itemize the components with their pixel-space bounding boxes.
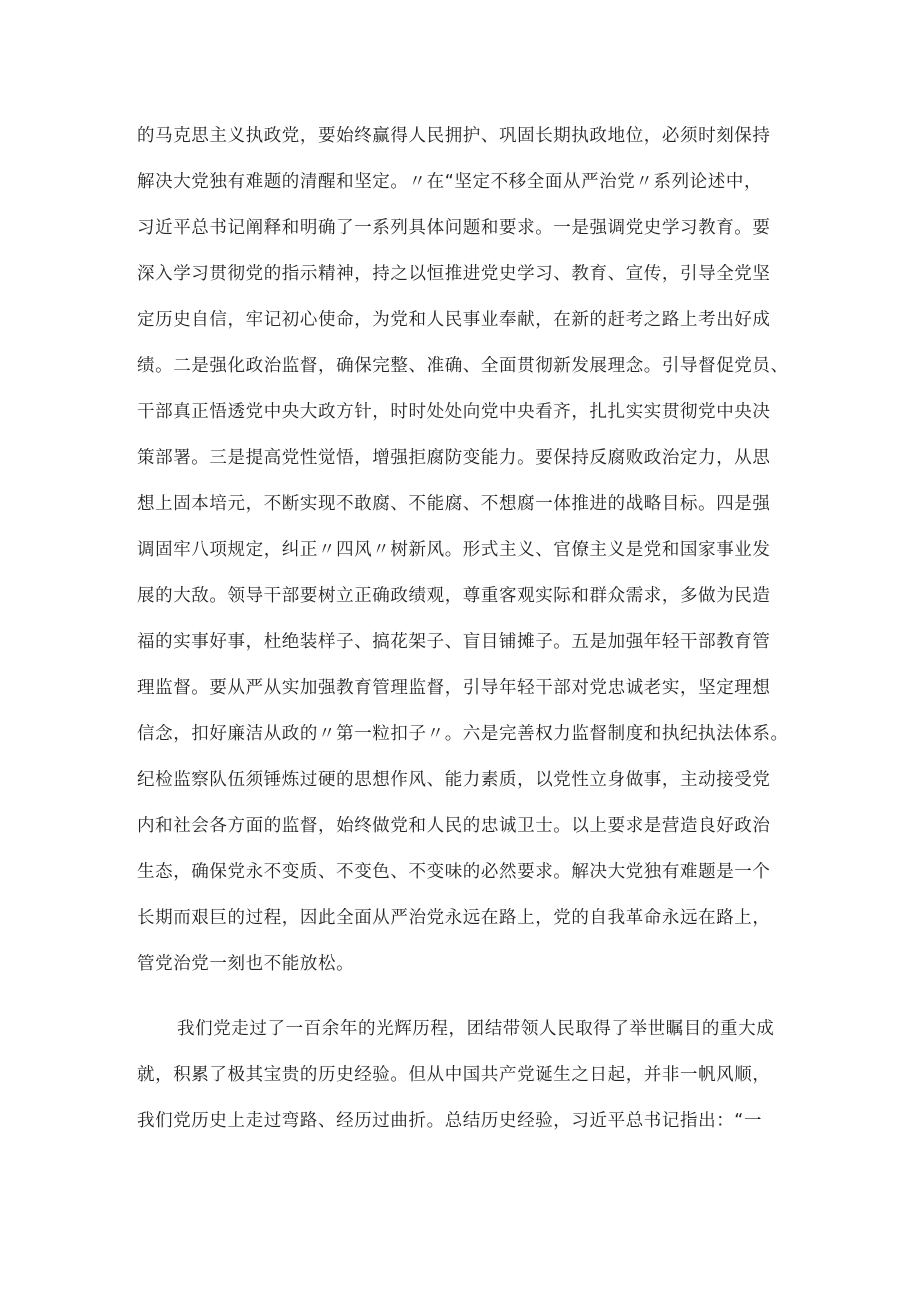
text-line-indented: 我们党走过了一百余年的光辉历程，团结带领人民取得了举世瞩目的重大成 [177, 1019, 775, 1039]
text-line: 调固牢八项规定，纠正〃四风〃树新风。形式主义、官僚主义是党和国家事业发 [137, 540, 771, 560]
text-line: 解决大党独有难题的清醒和坚定。〃在“坚定不移全面从严治党〃系列论述中， [137, 172, 763, 192]
text-line: 纪检监察队伍须锤炼过硬的思想作风、能力素质，以党性立身做事，主动接受党 [137, 770, 771, 790]
text-line: 生态，确保党永不变质、不变色、不变味的必然要求。解决大党独有难题是一个 [137, 862, 771, 882]
text-line: 管党治党一刻也不能放松。 [137, 954, 355, 974]
text-line: 定历史自信，牢记初心使命，为党和人民事业奉献，在新的赶考之路上考出好成 [137, 310, 771, 330]
text-line: 我们党历史上走过弯路、经历过曲折。总结历史经验，习近平总书记指出：“一 [137, 1111, 763, 1131]
text-line: 的马克思主义执政党，要始终赢得人民拥护、巩固长期执政地位，必须时刻保持 [137, 126, 771, 146]
text-line: 就，积累了极其宝贵的历史经验。但从中国共产党诞生之日起，并非一帆风顺， [137, 1065, 771, 1085]
text-line: 习近平总书记阐释和明确了一系列具体问题和要求。一是强调党史学习教育。要 [137, 218, 771, 238]
text-line: 想上固本培元，不断实现不敢腐、不能腐、不想腐一体推进的战略目标。四是强 [137, 494, 771, 514]
text-line: 策部署。三是提高党性觉悟，增强拒腐防变能力。要保持反腐败政治定力，从思 [137, 448, 771, 468]
text-line: 长期而艰巨的过程，因此全面从严治党永远在路上，党的自我革命永远在路上， [137, 908, 771, 928]
text-line: 福的实事好事，杜绝装样子、搞花架子、盲目铺摊子。五是加强年轻干部教育管 [137, 632, 771, 652]
text-line: 信念，扣好廉洁从政的〃第一粒扣子〃。六是完善权力监督制度和执纪执法体系。 [137, 724, 789, 744]
text-line: 深入学习贯彻党的指示精神，持之以恒推进党史学习、教育、宣传，引导全党坚 [137, 264, 771, 284]
text-line: 理监督。要从严从实加强教育管理监督，引导年轻干部对党忠诚老实，坚定理想 [137, 678, 771, 698]
text-line: 内和社会各方面的监督，始终做党和人民的忠诚卫士。以上要求是营造良好政治 [137, 816, 771, 836]
text-line: 绩。二是强化政治监督，确保完整、准确、全面贯彻新发展理念。引导督促党员、 [137, 356, 789, 376]
text-line: 干部真正悟透党中央大政方针，时时处处向党中央看齐，扎扎实实贯彻党中央决 [137, 402, 771, 422]
text-line: 展的大敌。领导干部要树立正确政绩观，尊重客观实际和群众需求，多做为民造 [137, 586, 771, 606]
